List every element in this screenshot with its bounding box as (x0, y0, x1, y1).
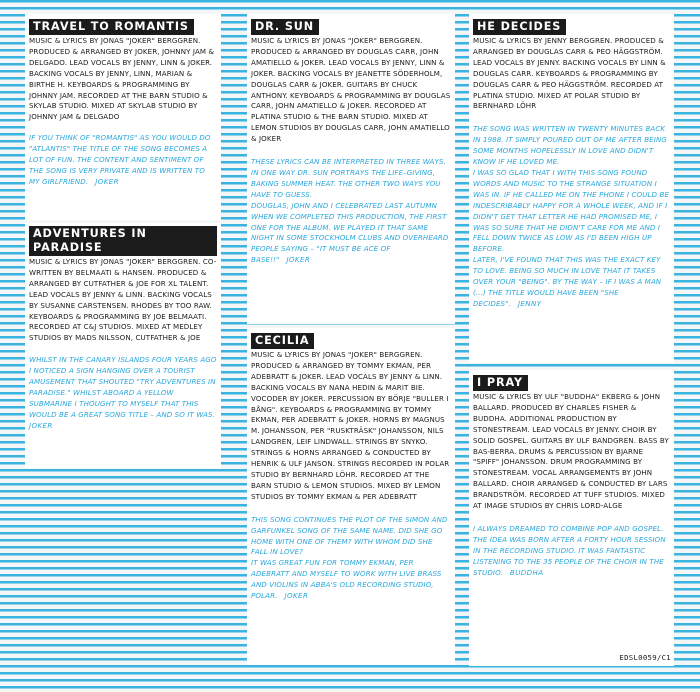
song-credits: MUSIC & LYRICS BY JONAS "JOKER" BERGGREN. PRODUCED & ARRANGED BY DOUGLAS CARR, JOHN AMATIELLO & JOKER. LEAD VOCALS BY JENNY, LINN & JOKER. BACKING VOCALS BY JEANETTE SÖDERHOLM, DOUGLAS CARR & JOKER. GUITARS BY CHUCK ANTHONY. KEYBOARDS & PROGRAMMING BY DOUGLAS CARR, JOHN AMATIELLO & JOKER. RECORDED AT PLATINA STUDIO & THE BARN STUDIO. MIXED AT LEMON STUDIOS BY DOUGLAS CARR, JOHN AMATIELLO & JOKER (251, 36, 451, 144)
song-note: WHILST IN THE CANARY ISLANDS FOUR YEARS AGO I NOTICED A SIGN HANGING OVER A TOURIST AMUSEMENT THAT SHOUTED "TRY ADVENTURES IN PARADISE." WHILST ABOARD A YELLOW SUBMARINE I THOUGHT TO MYSELF THAT THIS WOULD BE A GREAT SONG TITLE – AND SO IT WAS. JOKER (29, 355, 217, 430)
note-signature: JOKER (286, 255, 311, 265)
song-title: ADVENTURES IN PARADISE (29, 226, 217, 256)
note-signature: JOKER (29, 420, 53, 430)
song-title: DR. SUN (251, 19, 319, 35)
song-title: I PRAY (473, 375, 528, 391)
song-adventures-in-paradise (25, 223, 221, 468)
song-note: I ALWAYS DREAMED TO COMBINE POP AND GOSPEL. THE IDEA WAS BORN AFTER A FORTY HOUR SESSION IN THE RECORDING STUDIO. IT WAS FANTASTIC LISTENING TO THE 35 PEOPLE OF THE CHOIR IN THE STUDIO. BUDDHA (473, 523, 666, 577)
song-credits: MUSIC & LYRICS BY JONAS "JOKER" BERGGREN. CO-WRITTEN BY BELMAATI & HANSEN. PRODUCED & ARRANGED BY CUTFATHER & JOE FOR XL TALENT. LEAD VOCALS BY JENNY & LINN. BACKING VOCALS BY SUSANNE CARSTENSEN. RHODES BY TOO RAW. KEYBOARDS & PROGRAMMING BY JOE BELMAATI. RECORDED AT C&J STUDIOS. MIXED AT MEDLEY STUDIOS BY MADS NILSSON, CUTFATHER & JOE (29, 257, 217, 343)
song-he-decides (469, 14, 674, 363)
note-signature: JENNY (517, 298, 542, 308)
note-signature: JOKER (95, 176, 120, 186)
song-credits: MUSIC & LYRICS BY JONAS "JOKER" BERGGREN. PRODUCED & ARRANGED BY TOMMY EKMAN, PER ADEBRATT & JOKER. LEAD VOCALS BY JENNY & LINN. BACKING VOCALS BY NANA HEDIN & MARIT BIE. VOCODER BY JOKER. PERCUSSION BY BÖRJE "BULLER I BÅNG". KEYBOARDS & PROGRAMMING BY TOMMY EKMAN, PER ADEBRATT & JOKER. HORNS BY MAGNUS M. JOHANSSON, PER "RUSKTRÄSK" JOHANSSON, NILS LANDGREN, LEIF LINDWALL. STRINGS BY SNYKO. STRINGS & HORNS ARRANGED & CONDUCTED BY HENRIK & ULF JANSON. STRINGS RECORDED IN POLAR STUDIO BY BERNHARD LÖHR. RECORDED AT THE BARN STUDIO & LEMON STUDIOS. MIXED BY LEMON STUDIOS BY TOMMY EKMAN & PER ADEBRATT (251, 350, 450, 501)
song-note: THE SONG WAS WRITTEN IN TWENTY MINUTES BACK IN 1988. IT SIMPLY POURED OUT OF ME AFTER BEING SOME MONTHS HOPELESSLY IN LOVE AND DIDN'T KNOW IF HE LOVED ME. I WAS SO GLAD THAT I WITH THIS SONG FOUND WORDS AND MUSIC TO THE STRANGE SITUATION I WAS IN. IF HE CALLED ME ON THE PHONE I COULD BE INDESCRIBABLY HAPPY FOR A WHOLE WEEK, AND IF I DIDN'T GET THAT LETTER HE HAD PROMISED ME, I WAS SO SURE THAT HE DIDN'T CARE FOR ME AND I FELL DOWN TWICE AS LOW AS I'D BEEN HIGH UP BEFORE. LATER, I'VE FOUND THAT THIS WAS THE EXACT KEY TO LOVE. BEING SO MUCH IN LOVE THAT IT TAKES OVER YOUR "BEING". BY THE WAY – IF I WAS A MAN (...) THE TITLE WOULD HAVE BEEN "SHE DECIDES". JENNY (473, 124, 670, 308)
song-travel-to-romantis (25, 14, 221, 220)
note-signature: BUDDHA (509, 567, 544, 577)
song-title: HE DECIDES (473, 19, 566, 35)
song-note: THESE LYRICS CAN BE INTERPRETED IN THREE WAYS. IN ONE WAY DR. SUN PORTRAYS THE LIFE–GIVING, BAKING SUMMER HEAT. THE OTHER TWO WAYS YOU HAVE TO GUESS. DOUGLAS, JOHN AND I CELEBRATED LAST AUTUMN WHEN WE COMPLETED THIS PRODUCTION, THE FIRST ONE FOR THE ALBUM. WE PLAYED IT THAT SAME NIGHT IN SOME STOCKHOLM CLUBS AND OVERHEARD PEOPLE SAYING – "IT MUST BE ACE OF BASE!!" JOKER (251, 157, 449, 265)
song-credits: MUSIC & LYRICS BY JENNY BERGGREN. PRODUCED & ARRANGED BY DOUGLAS CARR & PEO HÄGGSTRÖM. LEAD VOCALS BY JENNY. BACKING VOCALS BY LINN & DOUGLAS CARR. KEYBOARDS & PROGRAMMING BY DOUGLAS CARR & PEO HÄGGSTRÖM. RECORDED AT PLATINA STUDIO. MIXED AT POLAR STUDIO BY BERNHARD LÖHR (473, 36, 666, 111)
song-note: IF YOU THINK OF "ROMANTIS" AS YOU WOULD DO "ATLANTIS" THE TITLE OF THE SONG BECOMES A LOT OF FUN. THE CONTENT AND SENTIMENT OF THE SONG IS VERY PRIVATE AND IS WRITTEN TO MY GIRLFRIEND. JOKER (29, 133, 211, 186)
song-title: CECILIA (251, 333, 314, 349)
note-signature: JOKER (284, 591, 309, 601)
song-credits: MUSIC & LYRICS BY ULF "BUDDHA" EKBERG & JOHN BALLARD. PRODUCED BY CHARLES FISHER & BUDDHA. ADDITIONAL PRODUCTION BY STONESTREAM. LEAD VOCALS BY JENNY. CHOIR BY SOLID GOSPEL. GUITARS BY ULF BANDGREN. BASS BY BAS-BERRA. DRUMS & PERCUSSION BY BJARNE "SPIFF" JOHANSSON. DRUM PROGRAMMING BY STONESTREAM. VOCAL ARRANGEMENTS BY JOHN BALLARD. CHOIR ARRANGED & CONDUCTED BY LARS BRANDSTRÖM. RECORDED AT TUFF STUDIOS. MIXED AT IMAGE STUDIOS BY CHRIS LORD-ALGE (473, 392, 669, 511)
song-i-pray (469, 370, 674, 666)
catalog-code: EDSL0059/C1 (619, 653, 671, 662)
song-cecilia (247, 328, 455, 665)
song-credits: MUSIC & LYRICS BY JONAS "JOKER" BERGGREN. PRODUCED & ARRANGED BY JOKER, JOHNNY JAM & DELGADO. LEAD VOCALS BY JENNY, LINN & JOKER. BACKING VOCALS BY JENNY, LINN, MARIAN & BIRTHE H. KEYBOARDS & PROGRAMMING BY JOHNNY JAM. RECORDED AT THE BARN STUDIO & SKYLAB STUDIO. MIXED AT SKYLAB STUDIO BY JOHNNY JAM & DELGADO (29, 36, 215, 122)
song-title: TRAVEL TO ROMANTIS (29, 19, 194, 35)
song-dr-sun (247, 14, 455, 324)
song-note: THIS SONG CONTINUES THE PLOT OF THE SIMON AND GARFUNKEL SONG OF THE SAME NAME. DID SHE GO HOME WITH ONE OF THEM? WITH WHOM DID SHE FALL IN LOVE? IT WAS GREAT FUN FOR TOMMY EKMAN, PER ADEBRATT AND MYSELF TO WORK WITH LIVE BRASS AND VIOLINS IN ABBA'S OLD RECORDING STUDIO, POLAR. JOKER (251, 514, 448, 601)
